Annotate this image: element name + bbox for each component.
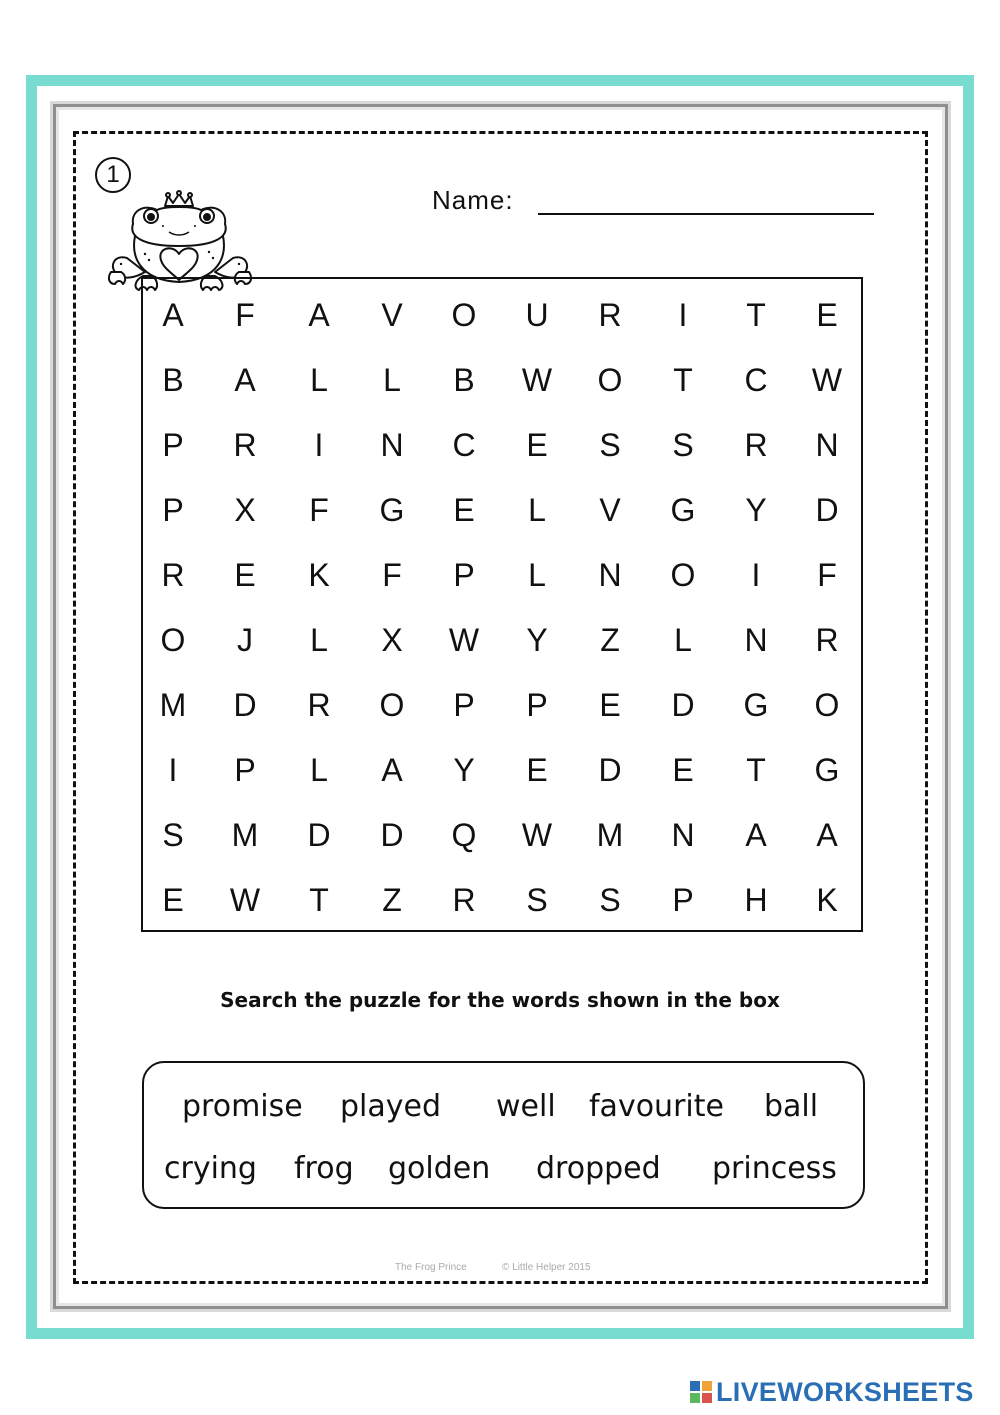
brand-name: LIVEWORKSHEETS	[716, 1376, 974, 1407]
grid-letter[interactable]: Y	[526, 622, 548, 658]
name-label: Name:	[432, 185, 514, 215]
liveworksheets-brand	[690, 1375, 974, 1409]
grid-letter[interactable]: A	[308, 297, 330, 333]
grid-letter[interactable]: E	[816, 297, 838, 333]
grid-letter[interactable]: D	[380, 817, 404, 853]
grid-letter[interactable]: P	[162, 427, 184, 463]
grid-letter[interactable]: S	[526, 882, 548, 918]
grid-letter[interactable]: P	[672, 882, 694, 918]
word-bank-item: princess	[712, 1151, 837, 1186]
grid-letter[interactable]: V	[381, 297, 403, 333]
grid-letter[interactable]: Y	[453, 752, 475, 788]
grid-letter[interactable]: R	[744, 427, 768, 463]
word-bank-item: dropped	[536, 1151, 661, 1186]
word-bank-item: crying	[164, 1151, 257, 1186]
grid-letter[interactable]: O	[160, 622, 186, 658]
grid-letter[interactable]: K	[308, 557, 330, 593]
grid-letter[interactable]: Y	[745, 492, 767, 528]
word-bank-item: played	[340, 1089, 442, 1124]
grid-letter[interactable]: O	[451, 297, 477, 333]
grid-letter[interactable]: D	[598, 752, 622, 788]
grid-letter[interactable]: W	[521, 362, 553, 398]
word-bank-box	[142, 1061, 865, 1209]
grid-letter[interactable]: N	[744, 622, 768, 658]
grid-letter[interactable]: T	[673, 362, 693, 398]
word-bank-item: promise	[182, 1089, 303, 1124]
grid-letter[interactable]: T	[746, 752, 766, 788]
grid-letter[interactable]: F	[309, 492, 329, 528]
grid-letter[interactable]: E	[599, 687, 621, 723]
grid-letter[interactable]: F	[817, 557, 837, 593]
grid-letter[interactable]: L	[310, 622, 328, 658]
grid-letter[interactable]: E	[526, 427, 548, 463]
grid-letter[interactable]: C	[744, 362, 768, 398]
liveworksheets-logo-icon	[690, 1381, 712, 1403]
word-bank-item: well	[496, 1089, 556, 1124]
grid-letter[interactable]: A	[381, 752, 403, 788]
grid-letter[interactable]: I	[314, 427, 324, 463]
grid-letter[interactable]: W	[229, 882, 261, 918]
grid-letter[interactable]: B	[453, 362, 475, 398]
grid-letter[interactable]: A	[234, 362, 256, 398]
grid-letter[interactable]: R	[307, 687, 331, 723]
grid-letter[interactable]: R	[815, 622, 839, 658]
grid-letter[interactable]: P	[162, 492, 184, 528]
grid-letter[interactable]: L	[528, 557, 546, 593]
footer-copyright: © Little Helper 2015	[502, 1262, 591, 1273]
grid-letter[interactable]: E	[162, 882, 184, 918]
word-bank-item: ball	[764, 1089, 819, 1124]
grid-letter[interactable]: B	[162, 362, 184, 398]
grid-letter[interactable]: S	[599, 882, 621, 918]
footer-title: The Frog Prince	[395, 1262, 467, 1273]
grid-letter[interactable]: E	[526, 752, 548, 788]
grid-letter[interactable]: D	[307, 817, 331, 853]
grid-letter[interactable]: I	[678, 297, 688, 333]
grid-letter[interactable]: A	[816, 817, 838, 853]
grid-letter[interactable]: E	[234, 557, 256, 593]
grid-letter[interactable]: I	[751, 557, 761, 593]
grid-letter[interactable]: L	[674, 622, 692, 658]
grid-letter[interactable]: G	[670, 492, 696, 528]
grid-letter[interactable]: S	[162, 817, 184, 853]
grid-letter[interactable]: T	[309, 882, 329, 918]
grid-letter[interactable]: N	[815, 427, 839, 463]
grid-letter[interactable]: Z	[600, 622, 620, 658]
grid-letter[interactable]: A	[162, 297, 184, 333]
grid-letter[interactable]: P	[453, 557, 475, 593]
grid-letter[interactable]: J	[237, 622, 253, 658]
grid-letter[interactable]: G	[379, 492, 405, 528]
name-input-line[interactable]	[538, 213, 874, 215]
grid-letter[interactable]: O	[597, 362, 623, 398]
grid-letter[interactable]: R	[233, 427, 257, 463]
grid-letter[interactable]: U	[525, 297, 549, 333]
instruction-text: Search the puzzle for the words shown in the box	[220, 988, 780, 1012]
grid-letter[interactable]: F	[235, 297, 255, 333]
grid-letter[interactable]: Z	[382, 882, 402, 918]
grid-letter[interactable]: X	[381, 622, 403, 658]
grid-letter[interactable]: K	[816, 882, 838, 918]
grid-letter[interactable]: P	[234, 752, 256, 788]
grid-letter[interactable]: L	[310, 362, 328, 398]
grid-letter[interactable]: I	[168, 752, 178, 788]
grid-letter[interactable]: R	[598, 297, 622, 333]
grid-letter[interactable]: X	[234, 492, 256, 528]
grid-letter[interactable]: M	[231, 817, 259, 853]
grid-letter[interactable]: V	[599, 492, 621, 528]
grid-letter[interactable]: D	[671, 687, 695, 723]
grid-letter[interactable]: G	[743, 687, 769, 723]
grid-letter[interactable]: A	[745, 817, 767, 853]
grid-letter[interactable]: O	[814, 687, 840, 723]
grid-letter[interactable]: W	[448, 622, 480, 658]
grid-letter[interactable]: S	[672, 427, 694, 463]
grid-letter[interactable]: N	[380, 427, 404, 463]
page-number-badge: 1	[95, 157, 131, 193]
grid-letter[interactable]: R	[452, 882, 476, 918]
grid-letter[interactable]: M	[159, 687, 187, 723]
grid-letter[interactable]: M	[596, 817, 624, 853]
grid-letter[interactable]: C	[452, 427, 476, 463]
grid-letter[interactable]: L	[528, 492, 546, 528]
grid-letter[interactable]: O	[379, 687, 405, 723]
word-search-grid	[141, 277, 863, 932]
grid-letter[interactable]: H	[744, 882, 768, 918]
grid-letter[interactable]: E	[672, 752, 694, 788]
grid-letter[interactable]: T	[746, 297, 766, 333]
grid-letter[interactable]: D	[815, 492, 839, 528]
grid-letter[interactable]: L	[383, 362, 401, 398]
grid-letter[interactable]: N	[598, 557, 622, 593]
grid-letter[interactable]: Q	[451, 817, 477, 853]
grid-letter[interactable]: O	[670, 557, 696, 593]
grid-letter[interactable]: W	[521, 817, 553, 853]
grid-letter[interactable]: E	[453, 492, 475, 528]
grid-letter[interactable]: S	[599, 427, 621, 463]
grid-letter[interactable]: F	[382, 557, 402, 593]
grid-letter[interactable]: G	[814, 752, 840, 788]
word-bank-item: favourite	[589, 1089, 724, 1124]
grid-letter[interactable]: R	[161, 557, 185, 593]
word-bank-item: frog	[294, 1151, 354, 1186]
word-bank-item: golden	[388, 1151, 491, 1186]
grid-letter[interactable]: N	[671, 817, 695, 853]
grid-letter[interactable]: L	[310, 752, 328, 788]
grid-letter[interactable]: W	[811, 362, 843, 398]
grid-letter[interactable]: P	[453, 687, 475, 723]
grid-letter[interactable]: D	[233, 687, 257, 723]
grid-letter[interactable]: P	[526, 687, 548, 723]
